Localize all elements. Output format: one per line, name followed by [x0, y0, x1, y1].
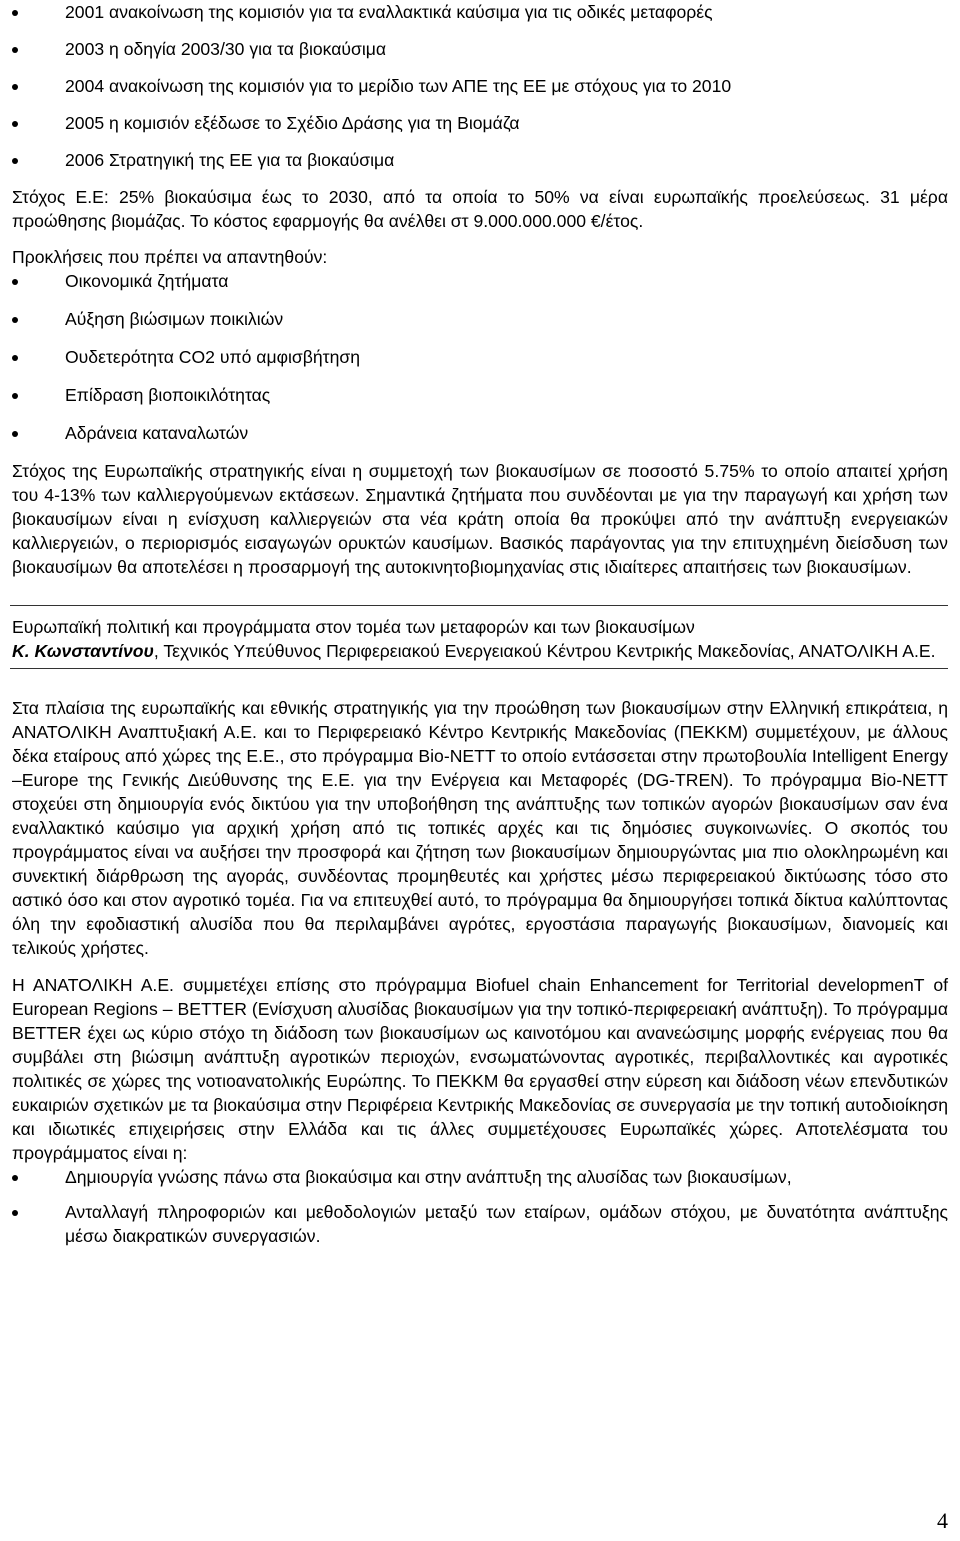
- page-number: 4: [937, 1508, 948, 1533]
- bullet-icon: [12, 10, 18, 16]
- strategy-paragraph: Στόχος της Ευρωπαϊκής στρατηγικής είναι η συμμετοχή των βιοκαυσίμων σε ποσοστό 5.75% το οποίο απαιτεί χρήση του 4-13% των καλλιεργούμενων εκτάσεων. Σημαντικά ζητήματα που συνδέονται με για την παραγωγή και χρήση των βιοκαυσίμων είναι η ενίσχυση καλλιεργειών στα νέα κράτη οποία θα προκύψει από την ανάπτυξη ενεργειακών καλλιεργειών, ο περιορισμός εισαγωγών ορυκτών καυσίμων. Βασικός παράγοντας για την επιτυχημένη διείσδυση των βιοκαυσίμων θα αποτελέσει η προσαρμογή της αυτοκινητοβιομηχανίας στις ιδιαίτερες απαιτήσεις των βιοκαυσίμων.: [12, 461, 948, 577]
- bullet-icon: [12, 84, 18, 90]
- list-item: Επίδραση βιοποικιλότητας: [12, 383, 948, 407]
- article-title: Ευρωπαϊκή πολιτική και προγράμματα στον τομέα των μεταφορών και των βιοκαυσίμων: [12, 617, 695, 637]
- article-header-box: [10, 605, 948, 669]
- list-item: Οικονομικά ζητήματα: [12, 269, 948, 293]
- bullet-icon: [12, 393, 18, 399]
- eu-timeline-list: [12, 0, 948, 172]
- list-item: Ανταλλαγή πληροφοριών και μεθοδολογιών μεταξύ των εταίρων, ομάδων στόχου, με δυνατότητα ανάπτυξης μέσω διακρατικών συνεργασιών.: [12, 1200, 948, 1248]
- bullet-icon: [12, 1210, 18, 1216]
- bullet-icon: [12, 279, 18, 285]
- bionett-paragraph: Στα πλαίσια της ευρωπαϊκής και εθνικής στρατηγικής για την προώθηση των βιοκαυσίμων στην Ελληνική επικράτεια, η ΑΝΑΤΟΛΙΚΗ Αναπτυξιακή Α.Ε. και το Περιφερειακό Κέντρο Κεντρικής Μακεδονίας (ΠΕΚΚΜ) συμμετέχουν, με άλλους δέκα εταίρους από χώρες της Ε.Ε., στο πρόγραμμα Bio-NETT το οποίο εντάσσεται στην πρωτοβουλία Intelligent Energy –Europe της Γενικής Διεύθυνσης της Ε.Ε. για την Ενέργεια και Μεταφορές (DG-TREN). Το πρόγραμμα Bio-NETT στοχεύει στη δημιουργία ενός δικτύου για την υποβοήθηση της ανάπτυξης των τοπικών αγορών βιοκαυσίμων σαν ένα εναλλακτικό καύσιμο για αρχική χρήση από τις τοπικές αρχές και τις δημόσιες συγκοινωνίες. Ο σκοπός του προγράμματος είναι να αυξήσει την προσφορά και ζήτηση των βιοκαυσίμων δημιουργώντας μια πιο ολοκληρωμένη και συνεκτική διάρθρωση της αγοράς, συνδέοντας προμηθευτές και χρήστες μέσω περιφερειακού δικτύωσης τόσο στο αστικό όσο και στον αγροτικό τομέα. Για να επιτευχθεί αυτό, το πρόγραμμα θα δημιουργήσει τοπικά δίκτυα καλύπτοντας όλη την εφοδιαστική αλυσίδα που θα περιλαμβάνει αγρότες, εργοστάσια παραγωγής βιοκαυσίμων, διανομείς και τελικούς χρήστες.: [12, 698, 948, 958]
- bullet-icon: [12, 158, 18, 164]
- list-item: 2005 η κομισιόν εξέδωσε το Σχέδιο Δράσης για τη Βιομάζα: [12, 111, 948, 135]
- list-item: 2001 ανακοίνωση της κομισιόν για τα εναλλακτικά καύσιμα για τις οδικές μεταφορές: [12, 0, 948, 24]
- bullet-icon: [12, 47, 18, 53]
- challenges-list: [12, 269, 948, 445]
- bullet-icon: [12, 121, 18, 127]
- eu-goal-paragraph: Στόχος Ε.Ε: 25% βιοκαύσιμα έως το 2030, από τα οποία το 50% να είναι ευρωπαϊκής προελεύσεως. 31 μέρα προώθησης βιομάζας. Το κόστος εφαρμογής θα ανέλθει στ 9.000.000.000 €/έτος.: [12, 187, 948, 231]
- list-item: 2003 η οδηγία 2003/30 για τα βιοκαύσιμα: [12, 37, 948, 61]
- list-item: Αύξηση βιώσιμων ποικιλιών: [12, 307, 948, 331]
- document-body: [12, 0, 948, 1259]
- bullet-icon: [12, 431, 18, 437]
- bullet-icon: [12, 355, 18, 361]
- author-affiliation: , Τεχνικός Υπεύθυνος Περιφερειακού Ενεργειακού Κέντρου Κεντρικής Μακεδονίας, ΑΝΑΤΟΛΙΚΗ Α.Ε.: [153, 641, 936, 661]
- bullet-icon: [12, 317, 18, 323]
- better-paragraph: Η ΑΝΑΤΟΛΙΚΗ Α.Ε. συμμετέχει επίσης στο πρόγραμμα Biofuel chain Enhancement for Territorial developmenT of European Regions – BETTER (Ενίσχυση αλυσίδας βιοκαυσίμων για την τοπικό-περιφερειακή ανάπτυξη). Το πρόγραμμα BETTER έχει ως κύριο στόχο τη διάδοση των βιοκαυσίμων ως καινοτόμου και ανανεώσιμης μορφής ενέργειας που θα συμβάλει στη βιώσιμη ανάπτυξη αγροτικών περιοχών, ενσωματώνοντας αγροτικές, περιβαλλοντικές και αγροτικές πολιτικές σε χώρες της νοτιοανατολικής Ευρώπης. Το ΠΕΚΚΜ θα εργασθεί στην εύρεση και διάδοση νέων επενδυτικών ευκαιριών σχετικών με τα βιοκαύσιμα στην Περιφέρεια Κεντρικής Μακεδονίας σε συνεργασία με την τοπική αυτοδιοίκηση και ιδιωτικές επιχειρήσεις στην Ελλάδα και τις άλλες συμμετέχουσες Ευρωπαϊκές χώρες. Αποτελέσματα του προγράμματος είναι η:: [12, 975, 948, 1163]
- article-byline: [12, 639, 948, 663]
- list-item: Δημιουργία γνώσης πάνω στα βιοκαύσιμα και στην ανάπτυξη της αλυσίδας των βιοκαυσίμων,: [12, 1165, 948, 1189]
- list-item: 2006 Στρατηγική της ΕΕ για τα βιοκαύσιμα: [12, 148, 948, 172]
- list-item: Ουδετερότητα CO2 υπό αμφισβήτηση: [12, 345, 948, 369]
- challenges-heading: Προκλήσεις που πρέπει να απαντηθούν:: [12, 247, 328, 267]
- list-item: Αδράνεια καταναλωτών: [12, 421, 948, 445]
- list-item: 2004 ανακοίνωση της κομισιόν για το μερίδιο των ΑΠΕ της ΕΕ με στόχους για το 2010: [12, 74, 948, 98]
- results-list: [12, 1165, 948, 1248]
- author-name: Κ. Κωνσταντίνου: [12, 641, 154, 661]
- bullet-icon: [12, 1175, 18, 1181]
